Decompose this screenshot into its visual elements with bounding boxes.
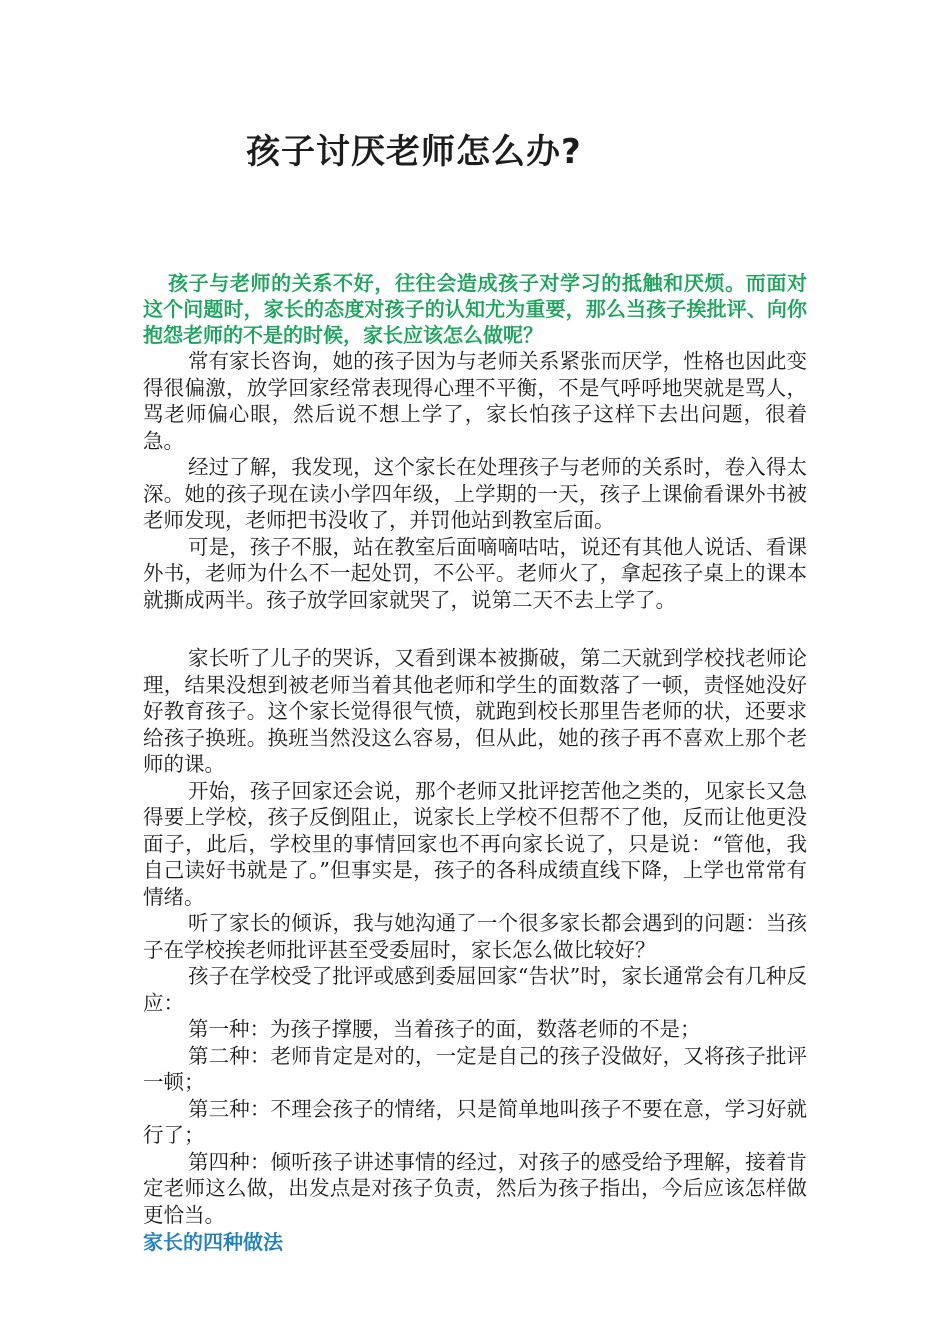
reaction-item-1: 第一种：为孩子撑腰，当着孩子的面，数落老师的不是； bbox=[188, 1017, 701, 1041]
intro-paragraph: 孩子与老师的关系不好，往往会造成孩子对学习的抵触和厌烦。而面对这个问题时，家长的态度对孩子的认知尤为重要，那么当孩子挨批评、向你抱怨老师的不是的时候，家长应该怎么做呢？ bbox=[143, 271, 807, 347]
body-paragraph-4: 家长听了儿子的哭诉，又看到课本被撕破，第二天就到学校找老师论理，结果没想到被老师当着其他老师和学生的面数落了一顿，责怪她没好好教育孩子。这个家长觉得很气愤，就跑到校长那里告老师的状，还要求给孩子换班。换班当然没这么容易，但从此，她的孩子再不喜欢上那个老师的课。 bbox=[143, 646, 807, 776]
body-paragraph-5: 开始，孩子回家还会说，那个老师又批评挖苦他之类的，见家长又急得要上学校，孩子反倒阻止，说家长上学校不但帮不了他，反而让他更没面子，此后，学校里的事情回家也不再向家长说了，只是说：“管他，我自己读好书就是了。”但事实是，孩子的各科成绩直线下降，上学也常常有情绪。 bbox=[143, 778, 807, 909]
paragraph-spacer bbox=[143, 613, 807, 645]
reaction-item-4: 第四种：倾听孩子讲述事情的经过，对孩子的感受给予理解，接着肯定老师这么做，出发点是对孩子负责，然后为孩子指出，今后应该怎样做更恰当。 bbox=[143, 1149, 807, 1227]
document-body bbox=[143, 270, 807, 1256]
body-paragraph-2: 经过了解，我发现，这个家长在处理孩子与老师的关系时，卷入得太深。她的孩子现在读小学四年级，上学期的一天，孩子上课偷看课外书被老师发现，老师把书没收了，并罚他站到教室后面。 bbox=[143, 455, 807, 532]
body-paragraph-1: 常有家长咨询，她的孩子因为与老师关系紧张而厌学，性格也因此变得很偏激，放学回家经常表现得心理不平衡，不是气呼呼地哭就是骂人，骂老师偏心眼，然后说不想上学了，家长怕孩子这样下去出问题，很着急。 bbox=[143, 349, 807, 453]
body-paragraph-7: 孩子在学校受了批评或感到委屈回家“告状”时，家长通常会有几种反应： bbox=[143, 964, 807, 1015]
document-title: 孩子讨厌老师怎么办? bbox=[246, 132, 582, 172]
body-paragraph-6: 听了家长的倾诉，我与她沟通了一个很多家长都会遇到的问题：当孩子在学校挨老师批评甚至受委屈时，家长怎么做比较好？ bbox=[143, 911, 807, 962]
reaction-item-2: 第二种：老师肯定是对的，一定是自己的孩子没做好，又将孩子批评一顿； bbox=[143, 1043, 807, 1094]
reaction-item-3: 第三种：不理会孩子的情绪，只是简单地叫孩子不要在意，学习好就行了； bbox=[143, 1096, 807, 1147]
body-paragraph-3: 可是，孩子不服，站在教室后面嘀嘀咕咕，说还有其他人说话、看课外书，老师为什么不一起处罚，不公平。老师火了，拿起孩子桌上的课本就撕成两半。孩子放学回家就哭了，说第二天不去上学了。 bbox=[143, 534, 807, 612]
section-heading: 家长的四种做法 bbox=[143, 1230, 283, 1254]
